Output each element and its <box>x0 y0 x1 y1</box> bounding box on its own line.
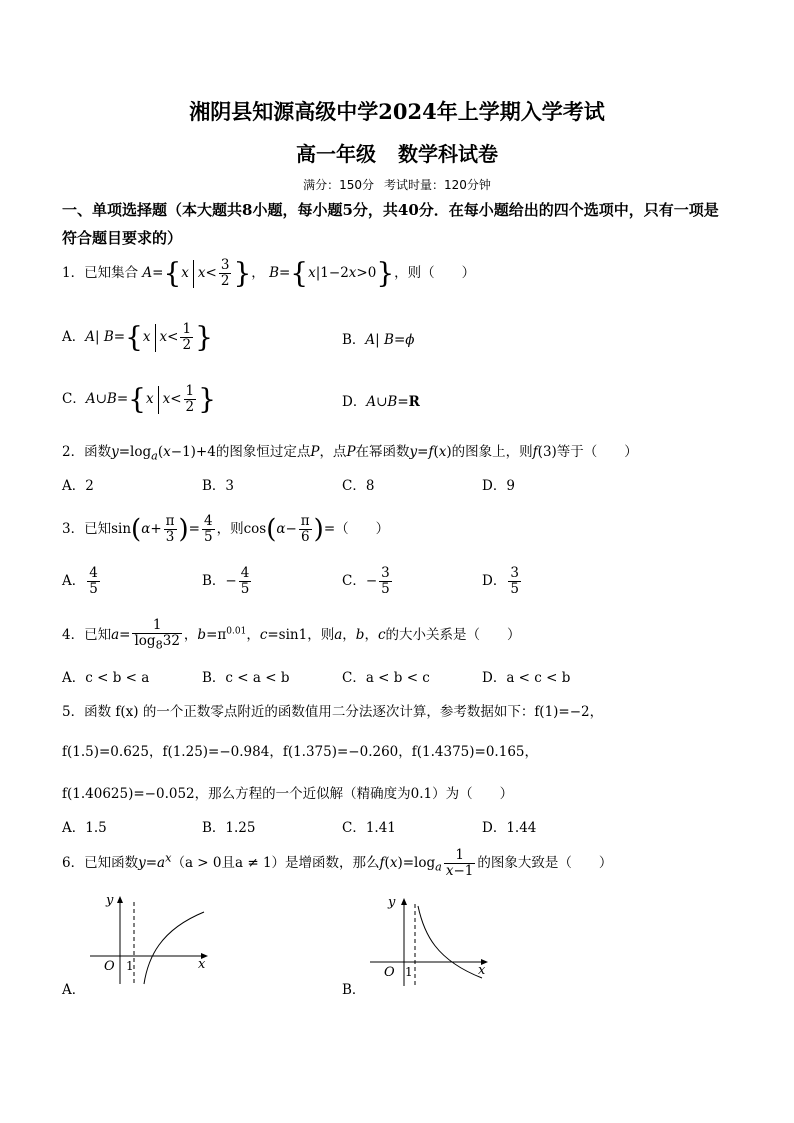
question-5-line-3: f(1.40625)=−0.052，那么方程的一个近似解（精确度为0.1）为（ ） <box>62 786 514 802</box>
q3-option-a: A． $\frac{4}{5}$ <box>62 565 98 597</box>
grade-label: 高一年级 <box>296 142 376 166</box>
q2-option-d: D．9 <box>482 478 515 494</box>
question-5-line-2: f(1.5)=0.625，f(1.25)=−0.984，f(1.375)=−0.260，f(1.4375)=0.165， <box>62 744 538 760</box>
q1-option-c: C．A∪B={x x< $\frac{1}{2}$ } <box>62 382 216 416</box>
q4-option-d: D．a < c < b <box>482 670 571 686</box>
section-heading: 一、单项选择题（本大题共8小题，每小题5分，共40分．在每小题给出的四个选项中，只有一项是符合题目要求的） <box>62 201 719 247</box>
q3-option-d: D． $\frac{3}{5}$ <box>482 565 519 597</box>
q2-option-a: A．2 <box>62 478 94 494</box>
q4-option-b: B．c < a < b <box>202 670 290 686</box>
exam-meta <box>0 176 794 193</box>
graph-option-a <box>86 888 216 988</box>
one-label: 1 <box>405 965 413 979</box>
question-5-line-1: 5．函数 f(x) 的一个正数零点附近的函数值用二分法逐次计算，参考数据如下：f(1)=−2， <box>62 704 604 720</box>
x-label: x <box>478 963 486 978</box>
question-1: 1．已知集合 A={x x< $\frac{3}{2}$ }， B={x|1−2x>0}，则（ ） <box>62 256 476 290</box>
q5-option-b: B．1.25 <box>202 820 256 836</box>
y-axis-arrow <box>401 898 407 905</box>
q3-option-b: B．− $\frac{4}{5}$ <box>202 565 250 597</box>
q5-option-a: A．1.5 <box>62 820 107 836</box>
exam-title: 湘阴县知源高级中学2024年上学期入学考试 <box>189 99 605 124</box>
q1-tail: ，则（ ） <box>394 265 476 281</box>
y-label: y <box>106 893 114 908</box>
one-label: 1 <box>126 959 134 973</box>
question-3: 3．已知sin(α+ $\frac{\pi}{3}$ )= $\frac{4}{5}$ ，则cos(α− $\frac{\pi}{6}$ )=（ ） <box>62 513 390 545</box>
exam-subtitle <box>0 138 794 167</box>
q1-option-d: D．A∪B=R <box>342 394 420 410</box>
q1-option-b: B．A| B=ϕ <box>342 332 415 348</box>
question-2: 2．函数$y=\log_a(x-1)+4$的图象恒过定点P，点P在幂函数y=f(x)的图象上，则f(3)等于（ ） <box>62 444 638 463</box>
q4-option-c: C．a < b < c <box>342 670 430 686</box>
q5-option-c: C．1.41 <box>342 820 396 836</box>
q4-option-a: A．c < b < a <box>62 670 150 686</box>
origin-label: O <box>104 959 115 974</box>
q6-option-b: B． <box>342 982 366 998</box>
q3-option-c: C．− $\frac{3}{5}$ <box>342 565 390 597</box>
q2-option-c: C．8 <box>342 478 375 494</box>
curve-a <box>144 912 204 984</box>
q6-option-a: A． <box>62 982 86 998</box>
question-4: 4．已知a= $\frac{1}{\log_832}$ ，$b=\pi^{0.01}$，c=sin1，则a，b，c的大小关系是（ ） <box>62 617 521 652</box>
x-label: x <box>198 957 206 972</box>
subject-label: 数学科试卷 <box>398 142 498 166</box>
curve-b <box>418 906 482 978</box>
graph-option-b <box>366 888 496 988</box>
question-6: 6．已知函数$y=a^x(a > 0$且a ≠ 1）是增函数，那么$f(x)=\log_a$ $\frac{1}{x-1}$ 的图象大致是（ ） <box>62 847 613 879</box>
full-score: 满分：150分 <box>303 178 374 192</box>
q2-option-b: B．3 <box>202 478 235 494</box>
q1-stem: 1．已知集合 <box>62 265 139 281</box>
origin-label: O <box>384 965 395 980</box>
exam-time: 考试时量：120分钟 <box>384 178 491 192</box>
q1-option-a: A．A| B={x x< $\frac{1}{2}$ } <box>62 320 213 354</box>
y-axis-arrow <box>117 896 123 903</box>
q5-option-d: D．1.44 <box>482 820 537 836</box>
y-label: y <box>388 895 396 910</box>
